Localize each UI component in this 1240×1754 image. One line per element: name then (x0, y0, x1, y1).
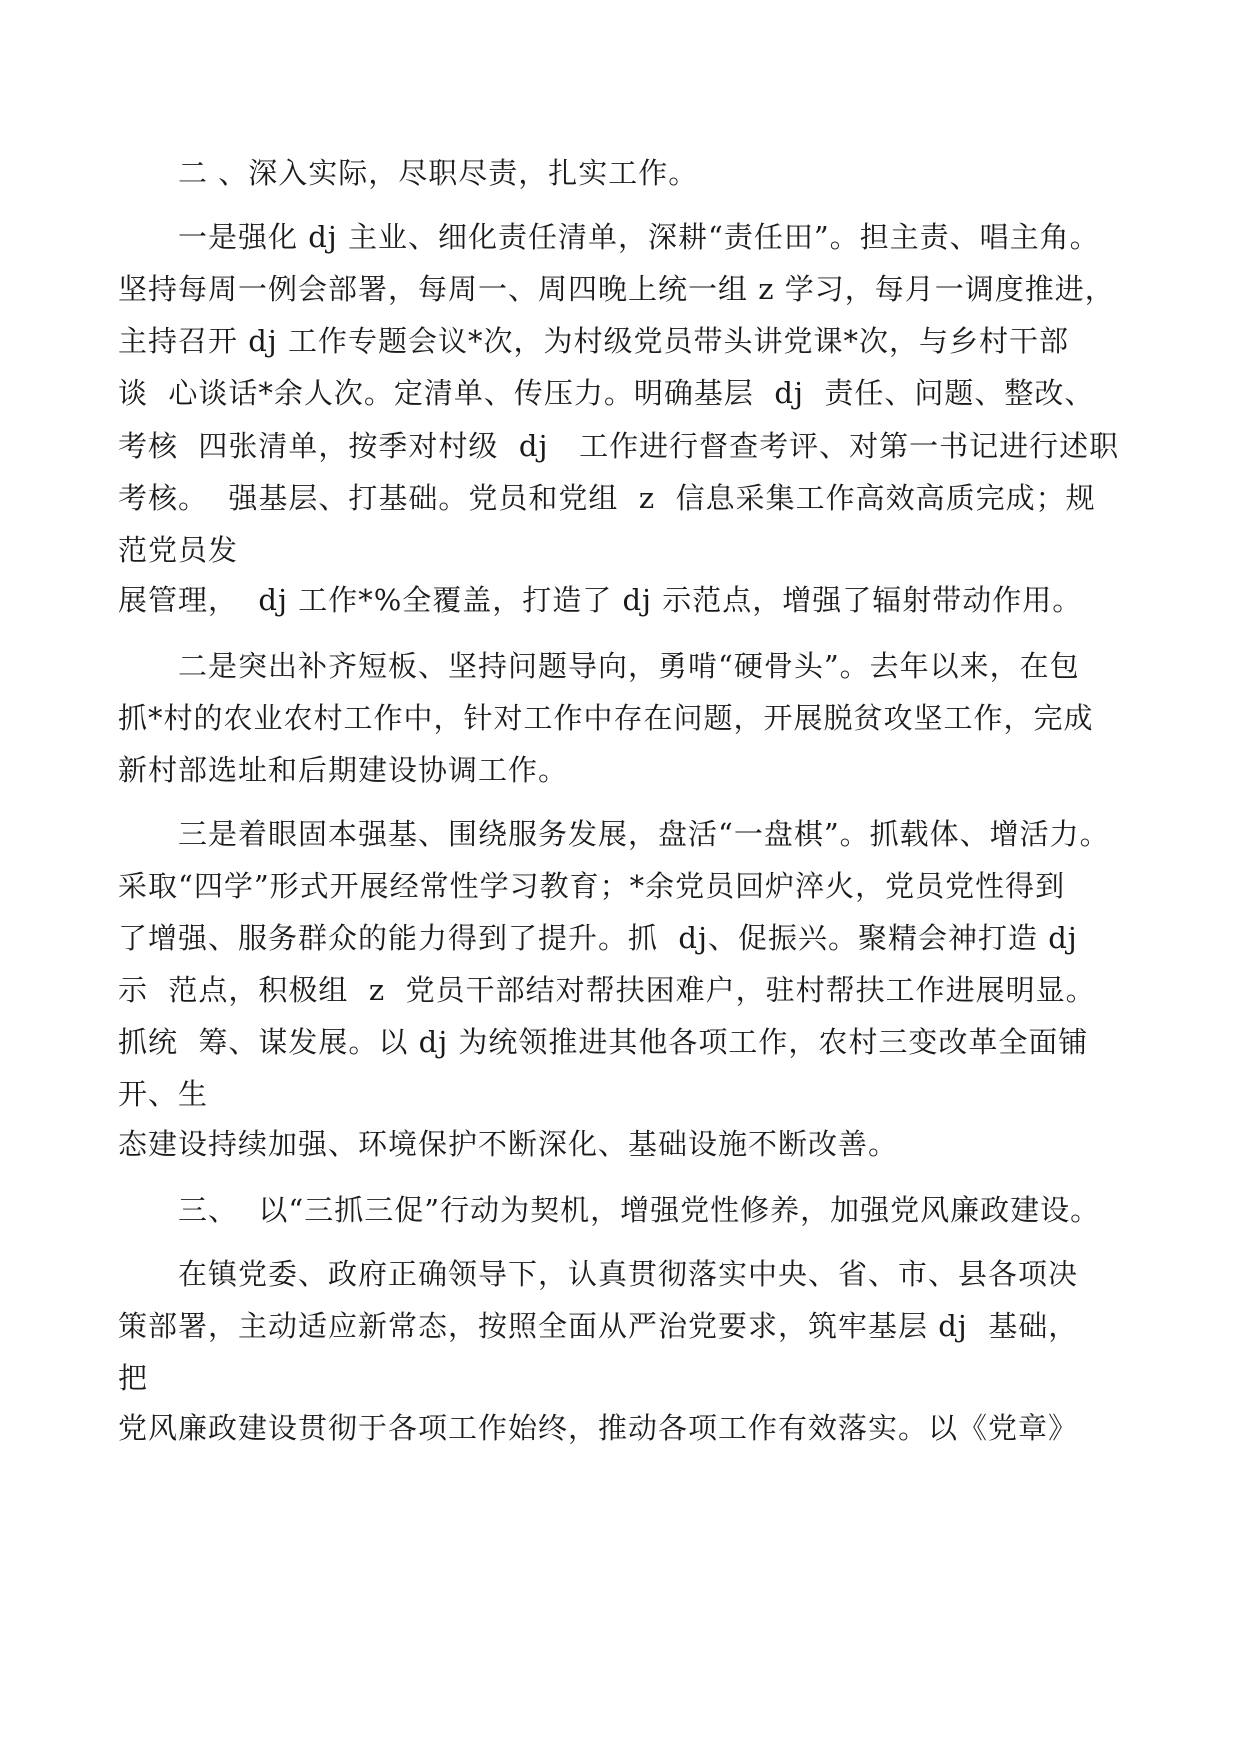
paragraph-3-line-5: 抓统 筹、谋发展。以 dj 为统领推进其他各项工作，农村三变改革全面铺 (118, 1025, 1089, 1059)
section-heading-3: 三、 以“三抓三促”行动为契机，增强党性修养，加强党风廉政建设。 (178, 1193, 1101, 1227)
paragraph-1-line-5: 考核 四张清单，按季对村级 dj 工作进行督查考评、对第一书记进行述职 (118, 429, 1120, 463)
section-heading-2: 二 、深入实际，尽职尽责，扎实工作。 (178, 156, 699, 190)
paragraph-2-line-2: 抓*村的农业农村工作中，针对工作中存在问题，开展脱贫攻坚工作，完成 (118, 701, 1094, 735)
paragraph-3-line-7: 态建设持续加强、环境保护不断深化、基础设施不断改善。 (118, 1127, 899, 1161)
paragraph-1-line-6: 考核。 强基层、打基础。党员和党组 z 信息采集工作高效高质完成；规 (118, 481, 1096, 515)
paragraph-3-line-6: 开、生 (118, 1077, 209, 1111)
paragraph-1-line-7: 范党员发 (118, 533, 239, 567)
paragraph-3-line-4: 示 范点，积极组 z 党员干部结对帮扶困难户，驻村帮扶工作进展明显。 (118, 973, 1096, 1007)
paragraph-2-line-3: 新村部选址和后期建设协调工作。 (118, 753, 569, 787)
paragraph-1-line-8: 展管理， dj 工作*%全覆盖，打造了 dj 示范点，增强了辐射带动作用。 (118, 583, 1083, 617)
paragraph-1-line-3: 主持召开 dj 工作专题会议*次，为村级党员带头讲党课*次，与乡村干部 (118, 324, 1069, 358)
paragraph-1-line-1: 一是强化 dj 主业、细化责任清单，深耕“责任田”。担主责、唱主角。 (178, 220, 1100, 254)
paragraph-1-line-4: 谈 心谈话*余人次。定清单、传压力。明确基层 dj 责任、问题、整改、 (118, 376, 1095, 410)
paragraph-3-line-1: 三是着眼固本强基、围绕服务发展，盘活“一盘棋”。抓载体、增活力。 (178, 817, 1110, 851)
paragraph-2-line-1: 二是突出补齐短板、坚持问题导向，勇啃“硬骨头”。去年以来，在包 (178, 649, 1080, 683)
paragraph-4-line-4: 党风廉政建设贯彻于各项工作始终，推动各项工作有效落实。以《党章》 (118, 1411, 1079, 1445)
paragraph-4-line-1: 在镇党委、政府正确领导下，认真贯彻落实中央、省、市、县各项决 (178, 1257, 1079, 1291)
paragraph-4-line-3: 把 (118, 1361, 149, 1395)
paragraph-3-line-2: 采取“四学”形式开展经常性学习教育；*余党员回炉淬火，党员党性得到 (118, 869, 1066, 903)
paragraph-1-line-2: 坚持每周一例会部署，每周一、周四晚上统一组 z 学习，每月一调度推进， (118, 272, 1115, 306)
paragraph-4-line-2: 策部署，主动适应新常态，按照全面从严治党要求，筑牢基层 dj 基础， (118, 1309, 1079, 1343)
paragraph-3-line-3: 了增强、服务群众的能力得到了提升。抓 dj、促振兴。聚精会神打造 dj (118, 921, 1078, 955)
